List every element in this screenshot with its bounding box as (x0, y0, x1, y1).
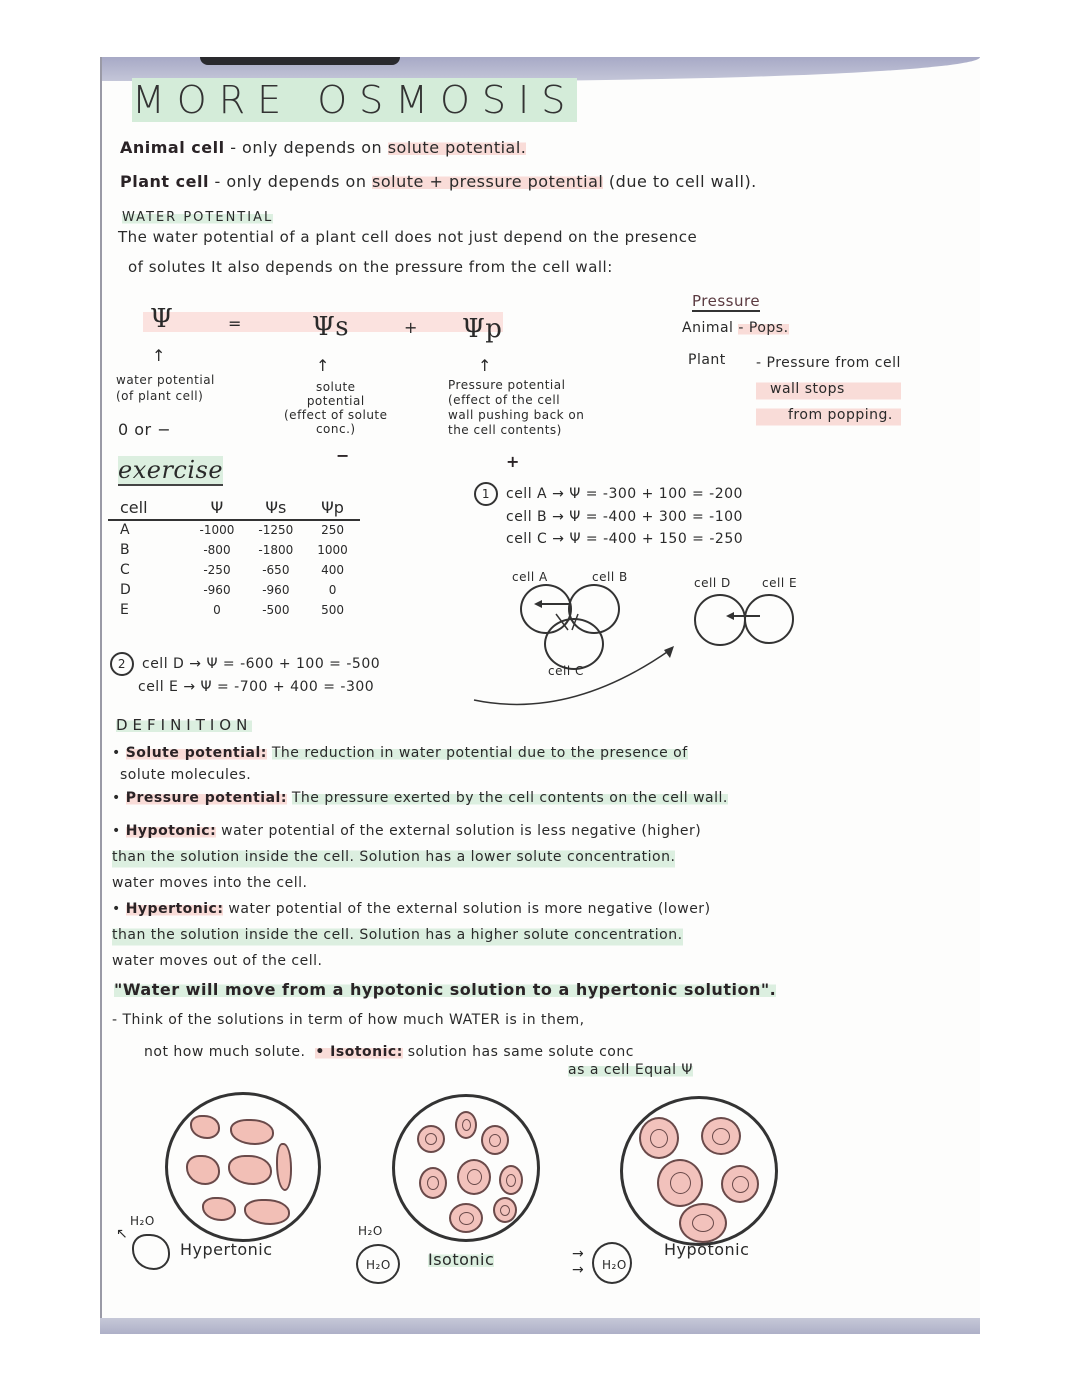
hypertonic-dish (165, 1092, 321, 1242)
def-pressure-potential: • Pressure potential: The pressure exerted by the cell contents on the cell wall. (112, 790, 728, 806)
col-cell: cell (108, 498, 160, 520)
pressure-plant-label: Plant (688, 352, 726, 368)
diagram-label-cell-d: cell D (694, 576, 731, 590)
equals-sign: = (228, 314, 242, 333)
def-solute-potential: • Solute potential: The reduction in water potential due to the presence of solute molecules. (112, 745, 688, 783)
hypertonic-water-label: H₂O (130, 1214, 155, 1228)
label-lhs-sign: 0 or − (118, 420, 172, 439)
isotonic-line-2: as a cell Equal Ψ (568, 1062, 693, 1078)
diagram-label-cell-b: cell B (592, 570, 628, 584)
def-hypertonic: • Hypertonic: water potential of the external solution is more negative (lower) than the solution inside the cell. Solution has a higher solute concentration. water moves out of the cell. (112, 901, 711, 969)
wp-line-2: of solutes It also depends on the pressure from the cell wall: (128, 258, 613, 276)
col-psi-p: Ψp (305, 498, 360, 520)
def-hypotonic: • Hypotonic: water potential of the external solution is less negative (higher) than the solution inside the cell. Solution has a lower solute concentration. water moves into the cell. (112, 823, 702, 891)
isotonic-label: Isotonic (428, 1250, 495, 1269)
isotonic-inner-water: H₂O (366, 1258, 391, 1272)
hypotonic-inner-water: H₂O (602, 1258, 627, 1272)
arrows-in-icon: → → (572, 1246, 585, 1278)
definition-heading: DEFINITION (116, 716, 253, 734)
binder-clip (200, 57, 400, 65)
diagram-label-cell-a: cell A (512, 570, 548, 584)
label-water-potential: water potential (of plant cell) (116, 373, 215, 403)
plus-sign: + (404, 318, 418, 337)
isotonic-water-label: H₂O (358, 1224, 383, 1238)
wp-line-1: The water potential of a plant cell does not just depend on the presence (118, 228, 698, 246)
table-row: A -1000 -1250 250 (120, 522, 344, 538)
key-quote: "Water will move from a hypotonic solution to a hypertonic solution". (114, 980, 777, 999)
intro-animal: Animal cell - only depends on solute potential. (120, 138, 527, 157)
sleeve-bottom-edge (100, 1318, 980, 1334)
pressure-plant-text: - Pressure from cell wall stops from popping. (756, 350, 901, 428)
label-term2-sign: + (506, 452, 520, 471)
table-row: D -960 -960 0 (120, 582, 337, 598)
exercise-heading: exercise (118, 456, 224, 484)
arrow-up-icon: ↑ (478, 356, 492, 375)
hypotonic-dish (620, 1096, 778, 1246)
arrow-out-icon: ↖ (116, 1226, 129, 1242)
label-pressure-potential: Pressure potential (effect of the cell wall pushing back on the cell contents) (448, 378, 585, 437)
think-line-2: not how much solute. • Isotonic: solution has same solute conc (144, 1044, 634, 1060)
psi-symbol: Ψ (150, 304, 174, 334)
col-psi: Ψ (160, 498, 247, 520)
hypotonic-label: Hypotonic (664, 1240, 750, 1259)
diagram-label-cell-c: cell C (548, 664, 584, 678)
table-row: E 0 -500 500 (120, 602, 344, 618)
label-term1-sign: − (336, 446, 350, 465)
psi-s-symbol: Ψs (312, 312, 350, 342)
pressure-animal: Animal - Pops. (682, 320, 789, 336)
water-potential-heading: WATER POTENTIAL (122, 210, 274, 225)
question-1: 1 cell A → Ψ = -300 + 100 = -200 cell B → Ψ = -400 + 300 = -100 cell C → Ψ = -400 + 150 = -250 (474, 482, 743, 550)
page-title: MORE OSMOSIS (132, 78, 578, 122)
question-2: 2 cell D → Ψ = -600 + 100 = -500 cell E → Ψ = -700 + 400 = -300 (110, 652, 380, 698)
think-line-1: - Think of the solutions in term of how much WATER is in them, (112, 1012, 585, 1028)
table-row: C -250 -650 400 (120, 562, 344, 578)
arrows-diagram (460, 520, 820, 720)
pressure-heading: Pressure (692, 292, 761, 310)
isotonic-dish (392, 1094, 540, 1242)
label-solute-potential: solute potential (effect of solute conc.) (284, 380, 388, 436)
psi-p-symbol: Ψp (462, 314, 503, 344)
arrow-up-icon: ↑ (316, 356, 330, 375)
table-row: B -800 -1800 1000 (120, 542, 348, 558)
col-psi-s: Ψs (246, 498, 305, 520)
diagram-label-cell-e: cell E (762, 576, 798, 590)
hypertonic-label: Hypertonic (180, 1240, 273, 1259)
table-header-row (108, 498, 360, 520)
arrow-up-icon: ↑ (152, 346, 166, 365)
intro-plant: Plant cell - only depends on solute + pressure potential (due to cell wall). (120, 172, 757, 191)
exercise-table (108, 498, 360, 621)
